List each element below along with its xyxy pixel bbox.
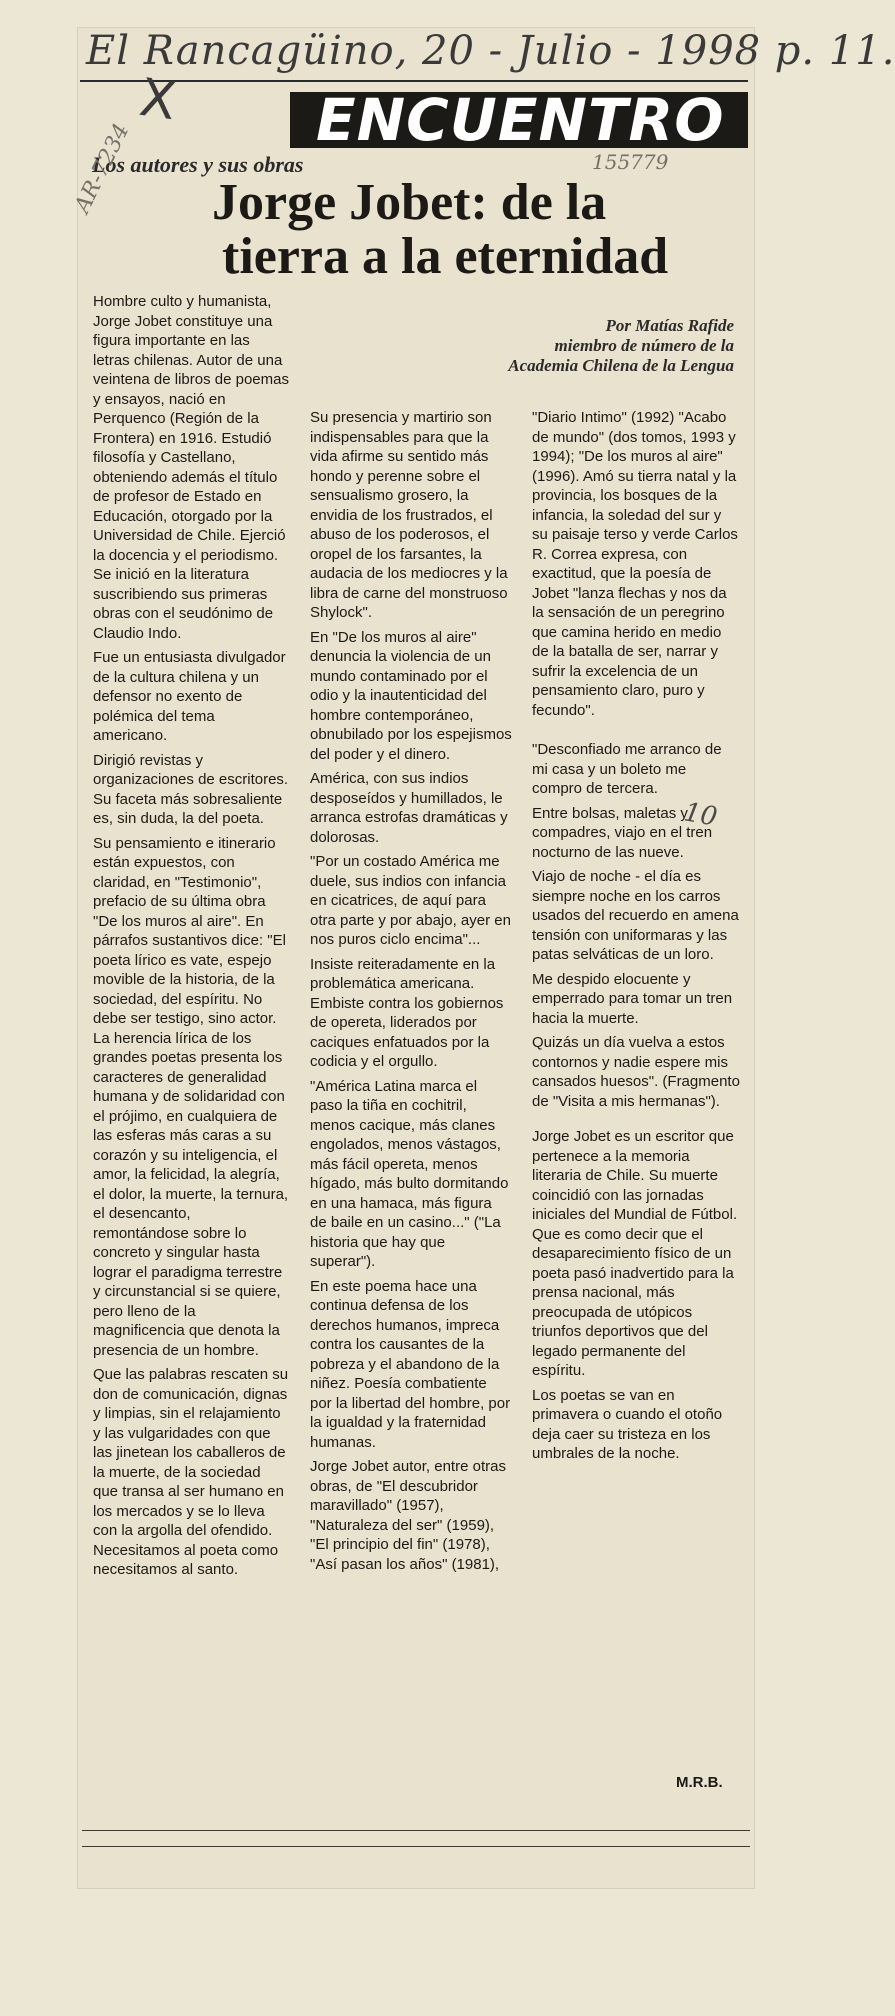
paragraph: "Por un costado América me duele, sus indios con infancia en cicatrices, de aquí para otra parte y por abajo, ayer en nos puros ciclo encima"... (310, 853, 511, 948)
paragraph: América, con sus indios desposeídos y humillados, le arranca estrofas dramáticas y dolorosas. (310, 770, 508, 846)
paragraph: Jorge Jobet autor, entre otras obras, de "El descubridor maravillado" (1957), "Naturaleza del ser" (1959), "El principio del fin" (1978), "Así pasan los años" (1981), (310, 1458, 506, 1573)
paragraph: Que las palabras rescaten su don de comunicación, dignas y limpias, sin el relajamiento y las vulgaridades con que las jinetean los caballeros de la muerte, de la sociedad que transa al ser humano en los mercados y se lo lleva con la argolla del ofendido. Necesitamos al poeta como necesitamos al santo. (93, 1366, 289, 1578)
article-column-1 (93, 292, 289, 1585)
paragraph: Hombre culto y humanista, Jorge Jobet constituye una figura importante en las letras chilenas. Autor de una veintena de libros de poemas y ensayos, nació en Perquenco (Región de la Frontera) en 1916. Estudió filosofía y Castellano, obteniendo además el título de profesor de Estado en Educación, otorgado por la Universidad de Chile. Ejerció la docencia y el periodismo. Se inició en la literatura suscribiendo sus primeras obras con el seudónimo de Claudio Indo. (93, 293, 289, 642)
top-rule (80, 80, 748, 82)
poem-stanza: Entre bolsas, maletas y compadres, viajo en el tren nocturno de las nueve. (532, 804, 713, 861)
article-column-3 (532, 408, 740, 1469)
bottom-rule-2 (82, 1846, 750, 1847)
byline-institution: Academia Chilena de la Lengua (508, 356, 734, 375)
byline-author: Por Matías Rafide (605, 316, 734, 335)
bottom-rule (82, 1830, 750, 1831)
paragraph: Insiste reiteradamente en la problemática americana. Embiste contra los gobiernos de opereta, liderados por caciques enfatuados por la codicia y el orgullo. (310, 955, 504, 1070)
archive-code-stamp: AR-7234 (70, 119, 135, 217)
handwritten-x-mark: X (135, 67, 180, 133)
paragraph: "América Latina marca el paso la tiña en cochitril, menos cacique, más clanes engolados, menos vástagos, más fácil opereta, menos hígado, más bulto dormitando en una hamaca, más figura de baile en un casino..." ("La historia que hay que superar"). (310, 1077, 509, 1270)
article-headline (212, 176, 672, 284)
archive-number-stamp: 155779 (592, 150, 669, 174)
poem-stanza: Quizás un día vuelva a estos contornos y nadie espere mis cansados huesos". (Fragmento de "Visita a mis hermanas"). (532, 1034, 740, 1110)
poem-excerpt (532, 740, 740, 1111)
headline-line-2: tierra a la eternidad (222, 228, 669, 285)
article-column-2 (310, 408, 512, 1579)
paragraph: Jorge Jobet es un escritor que pertenece a la memoria literaria de Chile. Su muerte coincidió con las jornadas iniciales del Mundial de Fútbol. Que es como decir que el desaparecimiento físico de un poeta pasó inadvertido para la prensa nacional, más preocupada de utópicos triunfos deportivos que del legado permanente del espíritu. (532, 1128, 738, 1379)
handwritten-page-mark: 10 (681, 797, 720, 833)
paragraph: "Diario Intimo" (1992) "Acabo de mundo" (dos tomos, 1993 y 1994); "De los muros al aire" (1996). Amó su tierra natal y la provincia, los bosques de la infancia, la soledad del sur y su paisaje terso y verde Carlos R. Correa expresa, con exactitud, que la poesía de Jobet "lanza flechas y nos da la sensación de un peregrino que camina herido en medio de la batalla de ser, narrar y sufrir la excelencia de un pensamiento claro, puro y fecundo". (532, 409, 738, 719)
section-kicker: Los autores y sus obras (92, 152, 304, 177)
author-signature: M.R.B. (676, 1774, 723, 1791)
poem-stanza: Viajo de noche - el día es siempre noche en los carros usados del recuerdo en amena tensión con uniformaras y las patas selváticas de un loro. (532, 868, 739, 963)
paragraph: En este poema hace una continua defensa de los derechos humanos, impreca contra los causantes de la pobreza y el abandono de la niñez. Poesía combatiente por la libertad del hombre, por la igualdad y la fraternidad humanas. (310, 1277, 511, 1451)
byline (428, 316, 734, 376)
headline-line-1: Jorge Jobet: de la (212, 174, 607, 231)
paragraph: En "De los muros al aire" denuncia la violencia de un mundo contaminado por el odio y la inautenticidad del hombre contemporáneo, obnubilado por los espejismos del poder y el dinero. (310, 628, 512, 763)
poem-stanza: "Desconfiado me arranco de mi casa y un boleto me compro de tercera. (532, 741, 722, 797)
paragraph: Fue un entusiasta divulgador de la cultura chilena y un defensor no exento de polémica del tema americano. (93, 649, 286, 744)
paragraph: Los poetas se van en primavera o cuando el otoño deja caer su tristeza en los umbrales de la noche. (532, 1386, 723, 1462)
poem-stanza: Me despido elocuente y emperrado para tomar un tren hacia la muerte. (532, 970, 733, 1027)
paragraph: Su pensamiento e itinerario están expuestos, con claridad, en "Testimonio", prefacio de su última obra "De los muros al aire". En párrafos sustantivos dice: "El poeta lírico es vate, espejo movible de la historia, de la sociedad, del espíritu. No debe ser testigo, sino actor. La herencia lírica de los grandes poetas presenta los caracteres de generalidad humana y de solidaridad con el prójimo, en cualquiera de las esferas más caras a su corazón y su inteligencia, el amor, la felicidad, la alegría, el dolor, la muerte, la ternura, el desencanto, remontándose sobre lo concreto y singular hasta lograr el paradigma terrestre y circunstancial si se quiere, pero lleno de la magnificencia que denota la presencia de un hombre. (93, 834, 289, 1359)
handwritten-source-note: El Rancagüino, 20 - Julio - 1998 p. 11. (86, 28, 895, 74)
byline-role: miembro de número de la (554, 336, 734, 355)
paragraph: Su presencia y martirio son indispensables para que la vida afirme su sentido más hondo y perenne sobre el sensualismo grosero, la envidia de los frustrados, el abuso de los poderosos, el oropel de los farsantes, la audacia de los mediocres y la libra de carne del monstruoso Shylock". (310, 409, 508, 621)
section-banner (290, 86, 748, 154)
banner-text: ENCUENTRO (316, 86, 725, 154)
paragraph: Dirigió revistas y organizaciones de escritores. Su faceta más sobresaliente es, sin duda, la del poeta. (93, 751, 289, 827)
